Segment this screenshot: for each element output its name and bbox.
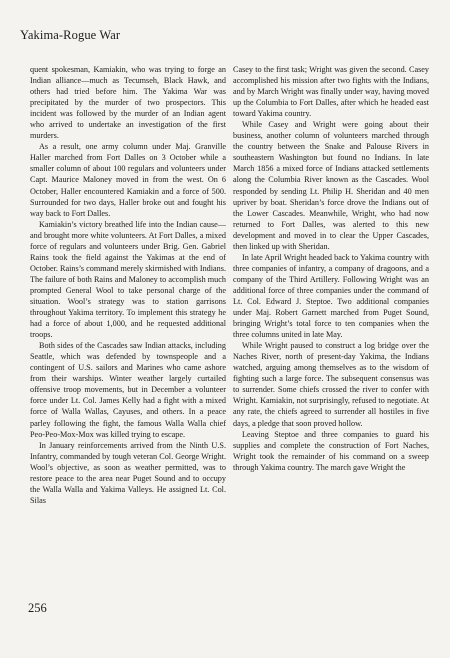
right-column bbox=[233, 64, 429, 473]
paragraph: As a result, one army column under Maj. Granville Haller marched from Fort Dalles on 3 October while a smaller column of about 100 regulars and volunteers under Capt. Maurice Maloney moved in from the west. On 6 October, Haller encountered Kamiakin and a force of 500. Surrounded for two days, Haller broke out and fought his way back to Fort Dalles. bbox=[30, 142, 226, 218]
paragraph: Kamiakin’s victory breathed life into the Indian cause—and brought more white volunteers. At Fort Dalles, a mixed force of regulars and volunteers under Brig. Gen. Gabriel Rains took the field against the Yakimas at the end of October. Rains’s command merely skirmished with Indians. The failure of both Rains and Maloney to accomplish much prompted General Wool to take personal charge of the situation. Wool’s strategy was to station garrisons throughout Yakima territory. To implement this strategy he had a force of about 1,000, and he requested additional troops. bbox=[30, 219, 227, 340]
paragraph: While Wright paused to construct a log bridge over the Naches River, north of present-day Yakima, the Indians watched, arguing among themselves as to the wisdom of fighting such a large force. The subsequent consensus was to surrender. Some chiefs crossed the river to confer with Wright. Kamiakin, not surprisingly, refused to negotiate. At any rate, the chiefs agreed to surrender all hostiles in five days, a pledge that soon proved hollow. bbox=[233, 341, 429, 428]
left-column bbox=[30, 64, 226, 506]
paragraph: In late April Wright headed back to Yakima country with three companies of infantry, a company of dragoons, and a company of the Third Artillery. Following Wright was an additional force of three companies under the command of Lt. Col. Edward J. Steptoe. Two additional companies under Maj. Robert Garnett marched from Puget Sound, bringing Wright’s total force to ten companies when the three columns united in late May. bbox=[233, 252, 429, 340]
paragraph: While Casey and Wright were going about their business, another column of volunteers marched through the country between the Snake and Palouse Rivers in southeastern Washington but found no Indians. In late March 1856 a mixed force of Indians attacked settlements along the Columbia River known as the Cascades. Wool responded by sending Lt. Philip H. Sheridan and 40 men upriver by boat. Sheridan’s force drove the Indians out of the Lower Cascades. Meanwhile, Wright, who had now returned to Fort Dalles, was alerted to this new development and moved in to clear the Upper Cascades, then linked up with Sheridan. bbox=[233, 120, 429, 251]
paragraph: In January reinforcements arrived from the Ninth U.S. Infantry, commanded by tough veteran Col. George Wright. Wool’s objective, as soon as weather permitted, was to restore peace to the area near Puget Sound and to occupy the Walla Walla and Yakima Valleys. He assigned Lt. Col. Silas bbox=[30, 440, 226, 505]
page-number: 256 bbox=[28, 601, 47, 615]
paragraph: Both sides of the Cascades saw Indian attacks, including Seattle, which was defended by townspeople and a contingent of U.S. sailors and Marines who came ashore from their warships. Winter weather largely curtailed offensive troop movements, but in December a volunteer force under Lt. Col. James Kelly had a fight with a mixed force of Walla Wallas, Cayuses, and others. In a peace parley following the fight, the famous Walla Walla chief Peo-Peo-Mox-Mox was killed trying to escape. bbox=[30, 341, 226, 439]
paragraph: Casey to the first task; Wright was given the second. Casey accomplished his mission after two fights with the Indians, and by March Wright was finally under way, having moved up the Columbia to Fort Dalles, after which he headed east toward Yakima country. bbox=[233, 65, 429, 119]
paragraph: quent spokesman, Kamiakin, who was trying to forge an Indian alliance—much as Tecumseh, Black Hawk, and others had tried before him. The Yakima War was precipitated by the murder of two prospectors. This incident was followed by the murder of an Indian agent who arrived to undertake an investigation of the first murders. bbox=[30, 65, 226, 141]
paragraph: Leaving Steptoe and three companies to guard his supplies and complete the construction of Fort Naches, Wright took the remainder of his command on a sweep through Yakima country. The march gave Wright the bbox=[233, 429, 429, 472]
running-head: Yakima-Rogue War bbox=[20, 28, 121, 42]
